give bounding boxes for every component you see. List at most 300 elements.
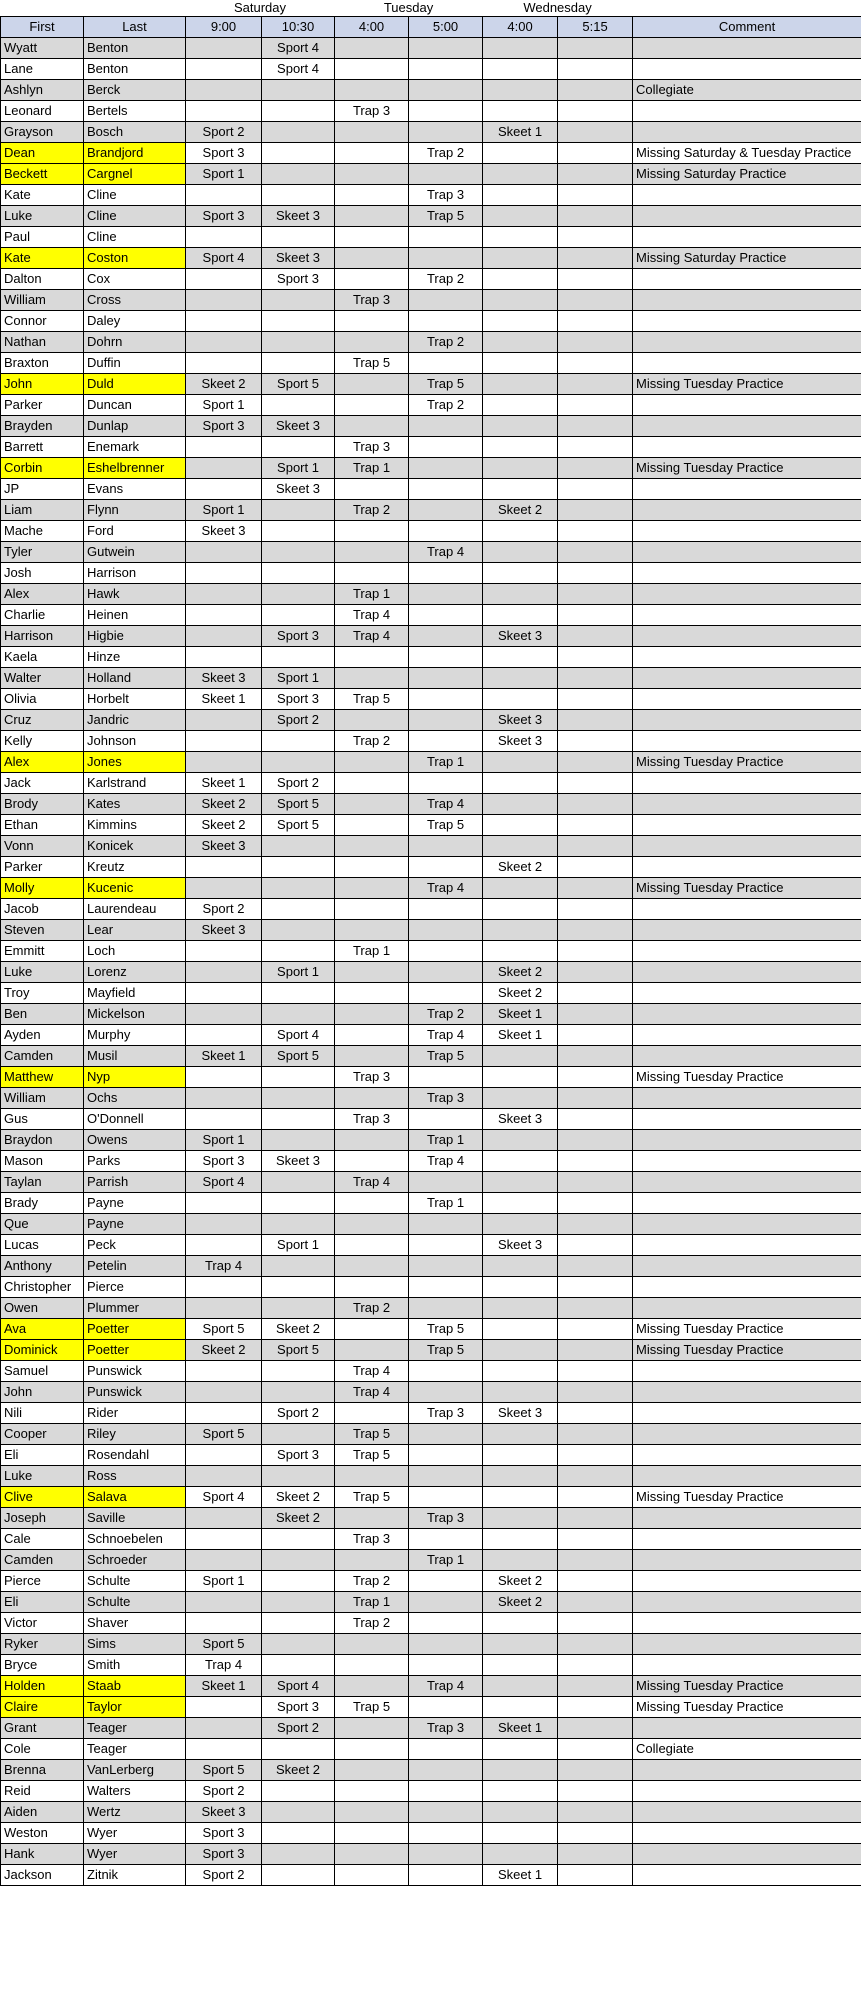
cell-sat-900[interactable] [186, 982, 262, 1003]
cell-sat-1030[interactable] [262, 1192, 335, 1213]
cell-first[interactable]: Braxton [1, 352, 84, 373]
cell-comment[interactable]: Collegiate [633, 1738, 861, 1759]
cell-sat-1030[interactable]: Sport 1 [262, 457, 335, 478]
cell-tue-400[interactable] [335, 415, 409, 436]
cell-wed-515[interactable] [558, 982, 633, 1003]
cell-last[interactable]: Teager [84, 1717, 186, 1738]
cell-last[interactable]: Gutwein [84, 541, 186, 562]
cell-tue-500[interactable] [409, 415, 483, 436]
cell-last[interactable]: Walters [84, 1780, 186, 1801]
day-header-saturday[interactable]: Saturday [186, 0, 335, 16]
cell-comment[interactable] [633, 394, 861, 415]
cell-last[interactable]: Cline [84, 226, 186, 247]
cell-wed-515[interactable] [558, 436, 633, 457]
cell-tue-400[interactable]: Trap 2 [335, 1297, 409, 1318]
cell-first[interactable]: Charlie [1, 604, 84, 625]
cell-last[interactable]: Peck [84, 1234, 186, 1255]
cell-first[interactable]: Gus [1, 1108, 84, 1129]
cell-wed-515[interactable] [558, 1528, 633, 1549]
cell-sat-900[interactable] [186, 1066, 262, 1087]
cell-sat-900[interactable] [186, 646, 262, 667]
cell-wed-515[interactable] [558, 163, 633, 184]
cell-last[interactable]: Nyp [84, 1066, 186, 1087]
cell-last[interactable]: Taylor [84, 1696, 186, 1717]
cell-last[interactable]: Harrison [84, 562, 186, 583]
cell-wed-400[interactable]: Skeet 2 [483, 982, 558, 1003]
cell-tue-400[interactable]: Trap 3 [335, 1528, 409, 1549]
cell-wed-400[interactable] [483, 205, 558, 226]
cell-sat-1030[interactable] [262, 1822, 335, 1843]
cell-comment[interactable] [633, 940, 861, 961]
cell-wed-515[interactable] [558, 1339, 633, 1360]
cell-comment[interactable] [633, 625, 861, 646]
cell-sat-1030[interactable] [262, 730, 335, 751]
cell-sat-900[interactable] [186, 751, 262, 772]
cell-comment[interactable] [633, 1822, 861, 1843]
cell-last[interactable]: Kucenic [84, 877, 186, 898]
cell-first[interactable]: Alex [1, 583, 84, 604]
cell-wed-515[interactable] [558, 289, 633, 310]
cell-tue-500[interactable]: Trap 3 [409, 1087, 483, 1108]
cell-tue-500[interactable] [409, 457, 483, 478]
cell-wed-400[interactable] [483, 1780, 558, 1801]
cell-comment[interactable] [633, 583, 861, 604]
cell-wed-400[interactable] [483, 1549, 558, 1570]
cell-sat-1030[interactable] [262, 1465, 335, 1486]
cell-sat-1030[interactable]: Sport 5 [262, 373, 335, 394]
cell-sat-900[interactable] [186, 1003, 262, 1024]
cell-tue-400[interactable]: Trap 2 [335, 499, 409, 520]
cell-comment[interactable] [633, 1171, 861, 1192]
cell-sat-900[interactable]: Skeet 1 [186, 1675, 262, 1696]
cell-tue-400[interactable] [335, 1759, 409, 1780]
cell-tue-400[interactable] [335, 1465, 409, 1486]
cell-sat-900[interactable] [186, 1465, 262, 1486]
cell-tue-500[interactable] [409, 352, 483, 373]
cell-comment[interactable] [633, 688, 861, 709]
cell-last[interactable]: Wertz [84, 1801, 186, 1822]
cell-comment[interactable] [633, 1864, 861, 1885]
cell-wed-515[interactable] [558, 856, 633, 877]
cell-tue-400[interactable] [335, 562, 409, 583]
cell-tue-500[interactable] [409, 1780, 483, 1801]
cell-wed-400[interactable]: Skeet 2 [483, 1591, 558, 1612]
cell-wed-515[interactable] [558, 1003, 633, 1024]
cell-tue-500[interactable] [409, 562, 483, 583]
cell-first[interactable]: William [1, 1087, 84, 1108]
cell-sat-1030[interactable] [262, 1654, 335, 1675]
cell-first[interactable]: Braydon [1, 1129, 84, 1150]
cell-first[interactable]: Cruz [1, 709, 84, 730]
cell-sat-900[interactable] [186, 1192, 262, 1213]
cell-last[interactable]: Owens [84, 1129, 186, 1150]
cell-tue-400[interactable] [335, 1339, 409, 1360]
cell-tue-500[interactable] [409, 1696, 483, 1717]
cell-comment[interactable] [633, 814, 861, 835]
cell-first[interactable]: Ben [1, 1003, 84, 1024]
cell-sat-1030[interactable] [262, 541, 335, 562]
cell-tue-400[interactable]: Trap 5 [335, 1444, 409, 1465]
cell-last[interactable]: Higbie [84, 625, 186, 646]
cell-sat-900[interactable] [186, 604, 262, 625]
cell-last[interactable]: Jones [84, 751, 186, 772]
cell-last[interactable]: Musil [84, 1045, 186, 1066]
cell-sat-1030[interactable] [262, 1129, 335, 1150]
cell-first[interactable]: Ayden [1, 1024, 84, 1045]
cell-last[interactable]: Poetter [84, 1339, 186, 1360]
cell-sat-1030[interactable] [262, 1780, 335, 1801]
cell-tue-500[interactable] [409, 919, 483, 940]
cell-tue-500[interactable] [409, 709, 483, 730]
cell-tue-500[interactable] [409, 625, 483, 646]
cell-first[interactable]: Kelly [1, 730, 84, 751]
cell-wed-400[interactable] [483, 436, 558, 457]
cell-wed-515[interactable] [558, 415, 633, 436]
cell-sat-900[interactable]: Skeet 2 [186, 793, 262, 814]
cell-tue-500[interactable] [409, 436, 483, 457]
cell-last[interactable]: Coston [84, 247, 186, 268]
cell-wed-400[interactable] [483, 142, 558, 163]
cell-last[interactable]: Duncan [84, 394, 186, 415]
cell-tue-400[interactable] [335, 520, 409, 541]
cell-sat-900[interactable]: Skeet 1 [186, 688, 262, 709]
cell-sat-1030[interactable] [262, 1171, 335, 1192]
cell-sat-1030[interactable]: Sport 3 [262, 688, 335, 709]
cell-tue-500[interactable] [409, 1213, 483, 1234]
cell-wed-515[interactable] [558, 58, 633, 79]
cell-wed-515[interactable] [558, 1822, 633, 1843]
cell-tue-400[interactable] [335, 982, 409, 1003]
cell-comment[interactable]: Missing Saturday Practice [633, 247, 861, 268]
cell-tue-500[interactable] [409, 1465, 483, 1486]
cell-tue-500[interactable] [409, 1276, 483, 1297]
cell-comment[interactable] [633, 1717, 861, 1738]
cell-wed-515[interactable] [558, 730, 633, 751]
cell-wed-515[interactable] [558, 1675, 633, 1696]
cell-wed-515[interactable] [558, 583, 633, 604]
cell-sat-900[interactable]: Sport 5 [186, 1759, 262, 1780]
cell-comment[interactable] [633, 604, 861, 625]
cell-tue-400[interactable]: Trap 2 [335, 1612, 409, 1633]
cell-comment[interactable]: Missing Tuesday Practice [633, 1675, 861, 1696]
cell-tue-400[interactable] [335, 121, 409, 142]
cell-tue-400[interactable]: Trap 3 [335, 436, 409, 457]
cell-sat-900[interactable]: Sport 1 [186, 394, 262, 415]
cell-wed-515[interactable] [558, 604, 633, 625]
cell-wed-515[interactable] [558, 1738, 633, 1759]
cell-first[interactable]: Steven [1, 919, 84, 940]
cell-tue-400[interactable]: Trap 4 [335, 1360, 409, 1381]
cell-tue-500[interactable]: Trap 2 [409, 268, 483, 289]
cell-sat-1030[interactable]: Sport 5 [262, 1339, 335, 1360]
cell-tue-400[interactable] [335, 1633, 409, 1654]
cell-wed-400[interactable] [483, 226, 558, 247]
cell-comment[interactable] [633, 1759, 861, 1780]
cell-last[interactable]: Payne [84, 1213, 186, 1234]
column-header-wed-515[interactable]: 5:15 [558, 16, 633, 37]
cell-comment[interactable] [633, 1234, 861, 1255]
cell-wed-515[interactable] [558, 961, 633, 982]
cell-wed-400[interactable] [483, 1444, 558, 1465]
cell-last[interactable]: Payne [84, 1192, 186, 1213]
cell-sat-900[interactable] [186, 1738, 262, 1759]
cell-tue-400[interactable] [335, 1213, 409, 1234]
cell-first[interactable]: Liam [1, 499, 84, 520]
cell-tue-500[interactable] [409, 520, 483, 541]
cell-comment[interactable]: Collegiate [633, 79, 861, 100]
cell-last[interactable]: Staab [84, 1675, 186, 1696]
cell-tue-400[interactable]: Trap 3 [335, 100, 409, 121]
cell-sat-900[interactable] [186, 37, 262, 58]
cell-last[interactable]: Cross [84, 289, 186, 310]
cell-wed-400[interactable] [483, 1654, 558, 1675]
cell-first[interactable]: Mason [1, 1150, 84, 1171]
cell-last[interactable]: Lorenz [84, 961, 186, 982]
cell-first[interactable]: Luke [1, 961, 84, 982]
cell-sat-1030[interactable] [262, 121, 335, 142]
cell-sat-1030[interactable] [262, 919, 335, 940]
cell-sat-1030[interactable] [262, 163, 335, 184]
cell-wed-400[interactable] [483, 1465, 558, 1486]
cell-wed-400[interactable] [483, 1171, 558, 1192]
cell-wed-400[interactable] [483, 1213, 558, 1234]
cell-last[interactable]: Punswick [84, 1381, 186, 1402]
cell-comment[interactable]: Missing Tuesday Practice [633, 751, 861, 772]
cell-sat-1030[interactable]: Skeet 3 [262, 205, 335, 226]
cell-tue-400[interactable] [335, 37, 409, 58]
cell-tue-400[interactable]: Trap 5 [335, 352, 409, 373]
cell-wed-515[interactable] [558, 793, 633, 814]
cell-sat-900[interactable]: Sport 4 [186, 1171, 262, 1192]
cell-first[interactable]: Dean [1, 142, 84, 163]
cell-comment[interactable] [633, 1528, 861, 1549]
cell-tue-500[interactable]: Trap 1 [409, 1129, 483, 1150]
cell-sat-900[interactable] [186, 709, 262, 730]
cell-wed-400[interactable] [483, 646, 558, 667]
cell-sat-900[interactable]: Skeet 2 [186, 814, 262, 835]
cell-sat-900[interactable] [186, 1444, 262, 1465]
cell-sat-1030[interactable]: Skeet 3 [262, 415, 335, 436]
cell-comment[interactable] [633, 1507, 861, 1528]
cell-first[interactable]: Josh [1, 562, 84, 583]
cell-last[interactable]: Bosch [84, 121, 186, 142]
cell-sat-1030[interactable] [262, 499, 335, 520]
cell-tue-500[interactable] [409, 1108, 483, 1129]
cell-wed-515[interactable] [558, 814, 633, 835]
cell-sat-900[interactable] [186, 457, 262, 478]
cell-comment[interactable] [633, 1255, 861, 1276]
cell-wed-515[interactable] [558, 1759, 633, 1780]
cell-sat-1030[interactable] [262, 1381, 335, 1402]
cell-first[interactable]: Christopher [1, 1276, 84, 1297]
cell-tue-500[interactable] [409, 79, 483, 100]
cell-tue-400[interactable] [335, 1276, 409, 1297]
cell-tue-500[interactable] [409, 1570, 483, 1591]
cell-sat-900[interactable] [186, 940, 262, 961]
cell-first[interactable]: Harrison [1, 625, 84, 646]
cell-sat-900[interactable]: Skeet 3 [186, 1801, 262, 1822]
cell-wed-515[interactable] [558, 751, 633, 772]
cell-wed-515[interactable] [558, 247, 633, 268]
cell-comment[interactable] [633, 1213, 861, 1234]
cell-wed-515[interactable] [558, 1717, 633, 1738]
cell-tue-400[interactable] [335, 856, 409, 877]
cell-wed-400[interactable] [483, 940, 558, 961]
cell-first[interactable]: Jackson [1, 1864, 84, 1885]
cell-comment[interactable] [633, 562, 861, 583]
cell-tue-400[interactable] [335, 1675, 409, 1696]
cell-wed-400[interactable] [483, 79, 558, 100]
cell-sat-1030[interactable]: Skeet 2 [262, 1486, 335, 1507]
cell-sat-1030[interactable] [262, 436, 335, 457]
cell-last[interactable]: Riley [84, 1423, 186, 1444]
cell-sat-900[interactable] [186, 1234, 262, 1255]
cell-last[interactable]: Enemark [84, 436, 186, 457]
cell-wed-515[interactable] [558, 1234, 633, 1255]
cell-wed-515[interactable] [558, 1045, 633, 1066]
cell-tue-500[interactable]: Trap 2 [409, 331, 483, 352]
cell-wed-400[interactable]: Skeet 3 [483, 730, 558, 751]
cell-sat-1030[interactable] [262, 1066, 335, 1087]
cell-last[interactable]: Mayfield [84, 982, 186, 1003]
cell-sat-1030[interactable] [262, 1612, 335, 1633]
cell-wed-515[interactable] [558, 1297, 633, 1318]
cell-comment[interactable]: Missing Tuesday Practice [633, 1696, 861, 1717]
cell-sat-900[interactable] [186, 1297, 262, 1318]
cell-wed-400[interactable] [483, 163, 558, 184]
cell-first[interactable]: Holden [1, 1675, 84, 1696]
cell-sat-900[interactable] [186, 100, 262, 121]
cell-wed-400[interactable]: Skeet 1 [483, 1717, 558, 1738]
cell-first[interactable]: Brenna [1, 1759, 84, 1780]
cell-tue-400[interactable] [335, 1024, 409, 1045]
cell-tue-500[interactable]: Trap 5 [409, 1318, 483, 1339]
cell-sat-1030[interactable] [262, 1843, 335, 1864]
cell-wed-515[interactable] [558, 646, 633, 667]
cell-tue-400[interactable] [335, 541, 409, 562]
cell-first[interactable]: Kate [1, 247, 84, 268]
cell-wed-515[interactable] [558, 1780, 633, 1801]
cell-last[interactable]: Horbelt [84, 688, 186, 709]
cell-tue-400[interactable]: Trap 1 [335, 1591, 409, 1612]
cell-sat-1030[interactable] [262, 1087, 335, 1108]
cell-tue-500[interactable]: Trap 3 [409, 1717, 483, 1738]
cell-wed-515[interactable] [558, 625, 633, 646]
cell-comment[interactable] [633, 730, 861, 751]
cell-wed-515[interactable] [558, 1318, 633, 1339]
cell-sat-1030[interactable] [262, 1738, 335, 1759]
cell-first[interactable]: Joseph [1, 1507, 84, 1528]
cell-wed-400[interactable]: Skeet 2 [483, 856, 558, 877]
cell-tue-500[interactable]: Trap 3 [409, 1402, 483, 1423]
cell-sat-900[interactable] [186, 541, 262, 562]
cell-comment[interactable] [633, 793, 861, 814]
cell-sat-1030[interactable] [262, 520, 335, 541]
cell-last[interactable]: Teager [84, 1738, 186, 1759]
cell-tue-400[interactable]: Trap 4 [335, 604, 409, 625]
cell-sat-1030[interactable] [262, 1255, 335, 1276]
cell-last[interactable]: Smith [84, 1654, 186, 1675]
cell-first[interactable]: Beckett [1, 163, 84, 184]
cell-last[interactable]: Kimmins [84, 814, 186, 835]
cell-tue-400[interactable] [335, 226, 409, 247]
cell-last[interactable]: Kates [84, 793, 186, 814]
cell-first[interactable]: Mache [1, 520, 84, 541]
cell-sat-1030[interactable]: Sport 5 [262, 793, 335, 814]
cell-first[interactable]: Molly [1, 877, 84, 898]
cell-first[interactable]: Samuel [1, 1360, 84, 1381]
cell-last[interactable]: Hinze [84, 646, 186, 667]
cell-tue-400[interactable]: Trap 5 [335, 688, 409, 709]
cell-last[interactable]: Cargnel [84, 163, 186, 184]
cell-first[interactable]: Corbin [1, 457, 84, 478]
cell-sat-1030[interactable]: Skeet 3 [262, 247, 335, 268]
cell-last[interactable]: Rider [84, 1402, 186, 1423]
cell-last[interactable]: Cox [84, 268, 186, 289]
cell-tue-500[interactable]: Trap 5 [409, 814, 483, 835]
cell-sat-1030[interactable]: Skeet 3 [262, 1150, 335, 1171]
cell-tue-500[interactable] [409, 163, 483, 184]
cell-tue-400[interactable]: Trap 4 [335, 1171, 409, 1192]
cell-sat-1030[interactable] [262, 1003, 335, 1024]
cell-tue-400[interactable] [335, 205, 409, 226]
cell-sat-900[interactable]: Sport 3 [186, 415, 262, 436]
cell-comment[interactable] [633, 898, 861, 919]
cell-last[interactable]: Parrish [84, 1171, 186, 1192]
cell-sat-900[interactable] [186, 226, 262, 247]
cell-comment[interactable] [633, 352, 861, 373]
cell-sat-1030[interactable]: Sport 4 [262, 1675, 335, 1696]
cell-comment[interactable] [633, 772, 861, 793]
cell-wed-400[interactable] [483, 1129, 558, 1150]
cell-sat-1030[interactable] [262, 184, 335, 205]
cell-tue-400[interactable]: Trap 1 [335, 940, 409, 961]
cell-first[interactable]: Eli [1, 1444, 84, 1465]
cell-last[interactable]: Duld [84, 373, 186, 394]
cell-sat-1030[interactable] [262, 289, 335, 310]
cell-comment[interactable] [633, 1150, 861, 1171]
cell-wed-400[interactable] [483, 1255, 558, 1276]
cell-tue-500[interactable] [409, 1759, 483, 1780]
cell-first[interactable]: Matthew [1, 1066, 84, 1087]
cell-wed-515[interactable] [558, 940, 633, 961]
cell-first[interactable]: John [1, 1381, 84, 1402]
cell-first[interactable]: Ashlyn [1, 79, 84, 100]
cell-first[interactable]: Brady [1, 1192, 84, 1213]
cell-comment[interactable]: Missing Saturday & Tuesday Practice [633, 142, 861, 163]
cell-wed-400[interactable] [483, 373, 558, 394]
cell-tue-500[interactable] [409, 1633, 483, 1654]
cell-last[interactable]: VanLerberg [84, 1759, 186, 1780]
cell-wed-515[interactable] [558, 1171, 633, 1192]
cell-tue-500[interactable] [409, 1381, 483, 1402]
cell-tue-400[interactable] [335, 772, 409, 793]
cell-wed-515[interactable] [558, 1801, 633, 1822]
cell-sat-1030[interactable]: Sport 3 [262, 1696, 335, 1717]
cell-wed-515[interactable] [558, 1024, 633, 1045]
cell-wed-400[interactable]: Skeet 3 [483, 625, 558, 646]
cell-tue-500[interactable]: Trap 4 [409, 1150, 483, 1171]
cell-last[interactable]: Johnson [84, 730, 186, 751]
cell-sat-900[interactable] [186, 1276, 262, 1297]
cell-wed-515[interactable] [558, 835, 633, 856]
cell-comment[interactable] [633, 268, 861, 289]
cell-first[interactable]: Emmitt [1, 940, 84, 961]
cell-first[interactable]: Victor [1, 1612, 84, 1633]
cell-sat-1030[interactable]: Sport 5 [262, 814, 335, 835]
cell-wed-400[interactable] [483, 415, 558, 436]
cell-first[interactable]: Troy [1, 982, 84, 1003]
